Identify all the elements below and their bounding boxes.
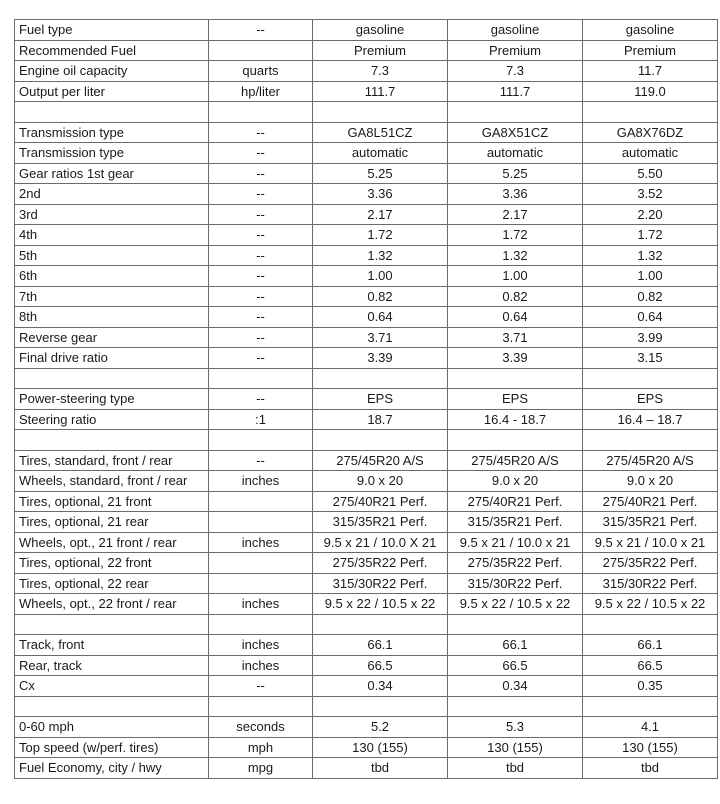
unit-cell: :1 (209, 409, 313, 430)
value-cell: 3.99 (583, 327, 718, 348)
value-cell (583, 102, 718, 123)
unit-cell: -- (209, 163, 313, 184)
value-cell: 66.5 (313, 655, 448, 676)
value-cell: 9.5 x 22 / 10.5 x 22 (448, 594, 583, 615)
unit-cell: -- (209, 245, 313, 266)
row-label-cell: Tires, standard, front / rear (15, 450, 209, 471)
value-cell: GA8X76DZ (583, 122, 718, 143)
value-cell: GA8X51CZ (448, 122, 583, 143)
value-cell: 9.5 x 22 / 10.5 x 22 (313, 594, 448, 615)
value-cell: 275/35R22 Perf. (583, 553, 718, 574)
value-cell: 0.34 (313, 676, 448, 697)
spec-table (14, 19, 718, 779)
value-cell (448, 430, 583, 451)
spec-table-body (15, 20, 718, 779)
row-label-cell: Gear ratios 1st gear (15, 163, 209, 184)
value-cell: 111.7 (448, 81, 583, 102)
row-label-cell: 5th (15, 245, 209, 266)
row-label-cell: Wheels, opt., 21 front / rear (15, 532, 209, 553)
table-row (15, 368, 718, 389)
unit-cell (209, 102, 313, 123)
value-cell: 9.0 x 20 (583, 471, 718, 492)
table-row (15, 389, 718, 410)
value-cell: 130 (155) (448, 737, 583, 758)
table-row (15, 266, 718, 287)
table-row (15, 327, 718, 348)
value-cell: 3.71 (313, 327, 448, 348)
unit-cell: -- (209, 184, 313, 205)
unit-cell: -- (209, 307, 313, 328)
unit-cell: quarts (209, 61, 313, 82)
row-label-cell: Wheels, opt., 22 front / rear (15, 594, 209, 615)
table-row (15, 614, 718, 635)
table-row (15, 225, 718, 246)
value-cell: gasoline (448, 20, 583, 41)
row-label-cell (15, 430, 209, 451)
value-cell: 9.5 x 21 / 10.0 x 21 (448, 532, 583, 553)
unit-cell (209, 491, 313, 512)
value-cell (448, 614, 583, 635)
unit-cell: inches (209, 471, 313, 492)
table-row (15, 307, 718, 328)
value-cell: 1.32 (448, 245, 583, 266)
value-cell: EPS (448, 389, 583, 410)
value-cell: 1.72 (448, 225, 583, 246)
unit-cell: inches (209, 594, 313, 615)
table-row (15, 450, 718, 471)
value-cell (448, 102, 583, 123)
value-cell: 3.71 (448, 327, 583, 348)
value-cell: automatic (583, 143, 718, 164)
value-cell (583, 368, 718, 389)
row-label-cell: Track, front (15, 635, 209, 656)
value-cell: 3.36 (448, 184, 583, 205)
table-row (15, 758, 718, 779)
value-cell: 130 (155) (583, 737, 718, 758)
unit-cell: -- (209, 20, 313, 41)
row-label-cell: Recommended Fuel (15, 40, 209, 61)
value-cell: 5.2 (313, 717, 448, 738)
table-row (15, 81, 718, 102)
row-label-cell: Top speed (w/perf. tires) (15, 737, 209, 758)
row-label-cell: 0-60 mph (15, 717, 209, 738)
unit-cell (209, 368, 313, 389)
value-cell: 2.17 (448, 204, 583, 225)
row-label-cell: Fuel type (15, 20, 209, 41)
row-label-cell: Steering ratio (15, 409, 209, 430)
row-label-cell (15, 368, 209, 389)
value-cell: 9.5 x 21 / 10.0 x 21 (583, 532, 718, 553)
table-row (15, 61, 718, 82)
value-cell: 275/45R20 A/S (583, 450, 718, 471)
value-cell (313, 696, 448, 717)
row-label-cell: Cx (15, 676, 209, 697)
value-cell: tbd (313, 758, 448, 779)
table-row (15, 717, 718, 738)
value-cell: 11.7 (583, 61, 718, 82)
value-cell: 0.82 (448, 286, 583, 307)
table-row (15, 163, 718, 184)
value-cell: 3.36 (313, 184, 448, 205)
value-cell: 3.15 (583, 348, 718, 369)
value-cell: 315/30R22 Perf. (448, 573, 583, 594)
table-row (15, 348, 718, 369)
value-cell: 3.39 (313, 348, 448, 369)
table-row (15, 184, 718, 205)
unit-cell: -- (209, 676, 313, 697)
value-cell (313, 430, 448, 451)
value-cell: 1.00 (583, 266, 718, 287)
unit-cell: -- (209, 327, 313, 348)
unit-cell (209, 614, 313, 635)
row-label-cell: Rear, track (15, 655, 209, 676)
value-cell: 9.0 x 20 (313, 471, 448, 492)
value-cell (448, 696, 583, 717)
value-cell: GA8L51CZ (313, 122, 448, 143)
value-cell: 1.32 (583, 245, 718, 266)
row-label-cell (15, 102, 209, 123)
value-cell: Premium (583, 40, 718, 61)
row-label-cell: Tires, optional, 22 front (15, 553, 209, 574)
value-cell: 119.0 (583, 81, 718, 102)
value-cell: 130 (155) (313, 737, 448, 758)
value-cell: 0.64 (583, 307, 718, 328)
value-cell: EPS (583, 389, 718, 410)
table-row (15, 594, 718, 615)
unit-cell: mpg (209, 758, 313, 779)
value-cell: 16.4 - 18.7 (448, 409, 583, 430)
table-row (15, 471, 718, 492)
row-label-cell: Final drive ratio (15, 348, 209, 369)
value-cell: Premium (313, 40, 448, 61)
unit-cell: -- (209, 143, 313, 164)
table-row (15, 512, 718, 533)
row-label-cell: 7th (15, 286, 209, 307)
row-label-cell: Fuel Economy, city / hwy (15, 758, 209, 779)
table-row (15, 430, 718, 451)
value-cell: 0.35 (583, 676, 718, 697)
value-cell: 1.72 (583, 225, 718, 246)
unit-cell: -- (209, 348, 313, 369)
unit-cell: -- (209, 204, 313, 225)
value-cell: 9.5 x 22 / 10.5 x 22 (583, 594, 718, 615)
unit-cell: inches (209, 635, 313, 656)
value-cell: 9.5 x 21 / 10.0 X 21 (313, 532, 448, 553)
value-cell (583, 696, 718, 717)
unit-cell (209, 40, 313, 61)
unit-cell: inches (209, 655, 313, 676)
value-cell: 1.72 (313, 225, 448, 246)
unit-cell: -- (209, 225, 313, 246)
value-cell: 66.5 (583, 655, 718, 676)
row-label-cell: 8th (15, 307, 209, 328)
value-cell: 0.82 (583, 286, 718, 307)
value-cell: 3.39 (448, 348, 583, 369)
unit-cell (209, 512, 313, 533)
unit-cell: hp/liter (209, 81, 313, 102)
row-label-cell: 3rd (15, 204, 209, 225)
table-row (15, 20, 718, 41)
table-row (15, 102, 718, 123)
table-row (15, 696, 718, 717)
table-row (15, 204, 718, 225)
table-row (15, 143, 718, 164)
value-cell: 0.34 (448, 676, 583, 697)
value-cell: 275/45R20 A/S (448, 450, 583, 471)
unit-cell (209, 430, 313, 451)
value-cell: 315/30R22 Perf. (583, 573, 718, 594)
value-cell (313, 368, 448, 389)
value-cell: 9.0 x 20 (448, 471, 583, 492)
value-cell: gasoline (583, 20, 718, 41)
table-row (15, 573, 718, 594)
value-cell: 7.3 (313, 61, 448, 82)
value-cell: 275/35R22 Perf. (313, 553, 448, 574)
value-cell: 66.1 (313, 635, 448, 656)
value-cell: gasoline (313, 20, 448, 41)
table-row (15, 40, 718, 61)
row-label-cell: Power-steering type (15, 389, 209, 410)
value-cell: 315/35R21 Perf. (583, 512, 718, 533)
row-label-cell (15, 614, 209, 635)
value-cell: automatic (313, 143, 448, 164)
table-row (15, 676, 718, 697)
value-cell: Premium (448, 40, 583, 61)
row-label-cell: Wheels, standard, front / rear (15, 471, 209, 492)
value-cell: 1.32 (313, 245, 448, 266)
unit-cell (209, 553, 313, 574)
value-cell: 66.5 (448, 655, 583, 676)
value-cell (583, 430, 718, 451)
value-cell: 7.3 (448, 61, 583, 82)
value-cell: 4.1 (583, 717, 718, 738)
value-cell: 275/40R21 Perf. (448, 491, 583, 512)
value-cell: 5.50 (583, 163, 718, 184)
value-cell: 5.25 (448, 163, 583, 184)
unit-cell: inches (209, 532, 313, 553)
value-cell: 3.52 (583, 184, 718, 205)
value-cell: 275/40R21 Perf. (313, 491, 448, 512)
row-label-cell: Output per liter (15, 81, 209, 102)
value-cell: 0.82 (313, 286, 448, 307)
table-row (15, 635, 718, 656)
row-label-cell: Tires, optional, 21 rear (15, 512, 209, 533)
table-row (15, 122, 718, 143)
row-label-cell: 2nd (15, 184, 209, 205)
value-cell: 18.7 (313, 409, 448, 430)
value-cell (313, 614, 448, 635)
value-cell: 5.3 (448, 717, 583, 738)
value-cell (448, 368, 583, 389)
row-label-cell: 4th (15, 225, 209, 246)
row-label-cell: Engine oil capacity (15, 61, 209, 82)
unit-cell (209, 573, 313, 594)
value-cell: 1.00 (448, 266, 583, 287)
value-cell: 66.1 (448, 635, 583, 656)
unit-cell: -- (209, 122, 313, 143)
unit-cell: mph (209, 737, 313, 758)
value-cell: 0.64 (448, 307, 583, 328)
value-cell: 315/35R21 Perf. (313, 512, 448, 533)
row-label-cell (15, 696, 209, 717)
table-row (15, 655, 718, 676)
table-row (15, 409, 718, 430)
value-cell: 66.1 (583, 635, 718, 656)
value-cell: tbd (583, 758, 718, 779)
value-cell: 2.20 (583, 204, 718, 225)
value-cell: 1.00 (313, 266, 448, 287)
row-label-cell: Transmission type (15, 143, 209, 164)
value-cell: EPS (313, 389, 448, 410)
value-cell: 0.64 (313, 307, 448, 328)
unit-cell: -- (209, 389, 313, 410)
value-cell (313, 102, 448, 123)
value-cell: 111.7 (313, 81, 448, 102)
row-label-cell: Tires, optional, 22 rear (15, 573, 209, 594)
table-row (15, 532, 718, 553)
row-label-cell: Tires, optional, 21 front (15, 491, 209, 512)
value-cell: 275/40R21 Perf. (583, 491, 718, 512)
value-cell: tbd (448, 758, 583, 779)
value-cell: 275/35R22 Perf. (448, 553, 583, 574)
value-cell: 315/35R21 Perf. (448, 512, 583, 533)
row-label-cell: 6th (15, 266, 209, 287)
table-row (15, 491, 718, 512)
table-row (15, 553, 718, 574)
table-row (15, 245, 718, 266)
row-label-cell: Transmission type (15, 122, 209, 143)
value-cell: 5.25 (313, 163, 448, 184)
unit-cell (209, 696, 313, 717)
unit-cell: -- (209, 286, 313, 307)
value-cell: 2.17 (313, 204, 448, 225)
value-cell: 275/45R20 A/S (313, 450, 448, 471)
table-row (15, 737, 718, 758)
value-cell: automatic (448, 143, 583, 164)
value-cell (583, 614, 718, 635)
table-row (15, 286, 718, 307)
unit-cell: seconds (209, 717, 313, 738)
row-label-cell: Reverse gear (15, 327, 209, 348)
unit-cell: -- (209, 266, 313, 287)
value-cell: 315/30R22 Perf. (313, 573, 448, 594)
unit-cell: -- (209, 450, 313, 471)
value-cell: 16.4 – 18.7 (583, 409, 718, 430)
